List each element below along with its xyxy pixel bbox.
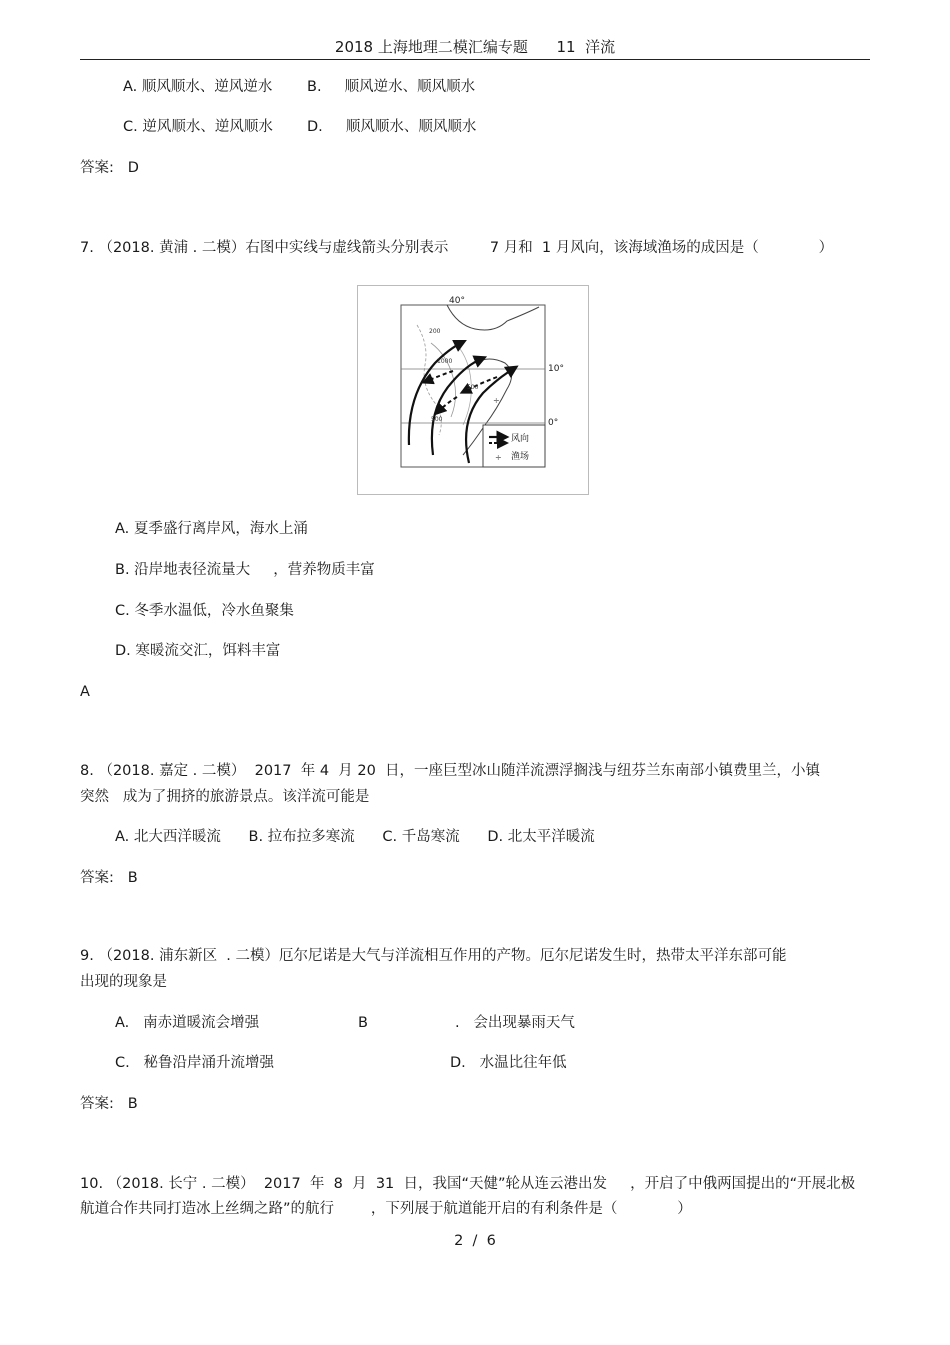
q7-option-d: D. 寒暖流交汇，饵料丰富	[115, 643, 281, 659]
q9-option-a: A. 南赤道暖流会增强	[115, 1015, 260, 1031]
q6-option-c: C. 逆风顺水、逆风顺水	[123, 119, 273, 135]
label-lat-10: 10°	[548, 364, 564, 374]
contour-label-2: 1000	[437, 358, 453, 365]
q7-option-b: B. 沿岸地表径流量大 ，营养物质丰富	[115, 562, 375, 578]
q9-option-b-text: . 会出现暴雨天气	[455, 1015, 575, 1031]
q8-stem-line2: 突然 成为了拥挤的旅游景点。该洋流可能是	[80, 789, 370, 805]
q10-stem-line1: 10. （2018. 长宁 . 二模） 2017 年 8 月 31 日，我国“天健”轮从连云港出发 ，开启了中俄两国提出的“开展北极	[80, 1176, 856, 1192]
contour-label-3: 500	[467, 384, 479, 391]
legend-fishery-label: 渔场	[511, 452, 530, 462]
q8-options: A. 北大西洋暖流 B. 拉布拉多寒流 C. 千岛寒流 D. 北太平洋暖流	[115, 829, 595, 845]
q6-option-b: B. 顺风逆水、顺风顺水	[307, 79, 476, 95]
q8-answer: 答案: B	[80, 870, 138, 886]
label-lat-0: 0°	[548, 418, 559, 428]
q9-stem-line2: 出现的现象是	[80, 974, 167, 990]
q8-stem-line1: 8. （2018. 嘉定 . 二模） 2017 年 4 月 20 日，一座巨型冰山随洋流漂浮搁浅与纽芬兰东南部小镇费里兰，小镇	[80, 763, 821, 779]
q6-answer: 答案: D	[80, 160, 139, 176]
q9-option-d: D. 水温比往年低	[450, 1055, 567, 1071]
contour-label-4: 500	[431, 416, 443, 423]
q7-option-a: A. 夏季盛行离岸风，海水上涌	[115, 521, 308, 537]
q6-option-a: A. 顺风顺水、逆风逆水	[123, 79, 273, 95]
q10-stem-line2: 航道合作共同打造冰上丝绸之路”的航行 ，下列展于航道能开启的有利条件是（ ）	[80, 1201, 692, 1217]
label-lat-40: 40°	[449, 296, 465, 306]
q7-map-figure	[357, 285, 589, 495]
header-rule	[80, 59, 870, 60]
q9-option-b-letter: B	[358, 1015, 368, 1031]
q7-map-svg	[357, 285, 589, 495]
q9-stem-line1: 9. （2018. 浦东新区 . 二模）厄尔尼诺是大气与洋流相互作用的产物。厄尔尼诺发生时，热带太平洋东部可能	[80, 948, 787, 964]
q9-option-c: C. 秘鲁沿岸涌升流增强	[115, 1055, 275, 1071]
q7-stem: 7. （2018. 黄浦 . 二模）右图中实线与虚线箭头分别表示 7 月和 1 月风向，该海域渔场的成因是（ ）	[80, 240, 834, 256]
q6-option-d: D. 顺风顺水、顺风顺水	[307, 119, 477, 135]
q7-answer: A	[80, 684, 90, 700]
q9-answer: 答案: B	[80, 1096, 138, 1112]
legend-wind-label: 风向	[511, 434, 530, 444]
page-number: 2 / 6	[454, 1233, 496, 1249]
contour-label-1: 200	[429, 328, 441, 335]
legend-fishery-symbol: ÷	[495, 453, 502, 462]
page-header-title: 2018 上海地理二模汇编专题 11 洋流	[334, 38, 616, 56]
q7-option-c: C. 冬季水温低，冷水鱼聚集	[115, 603, 294, 619]
fishery-symbol-map: ÷	[493, 396, 500, 405]
